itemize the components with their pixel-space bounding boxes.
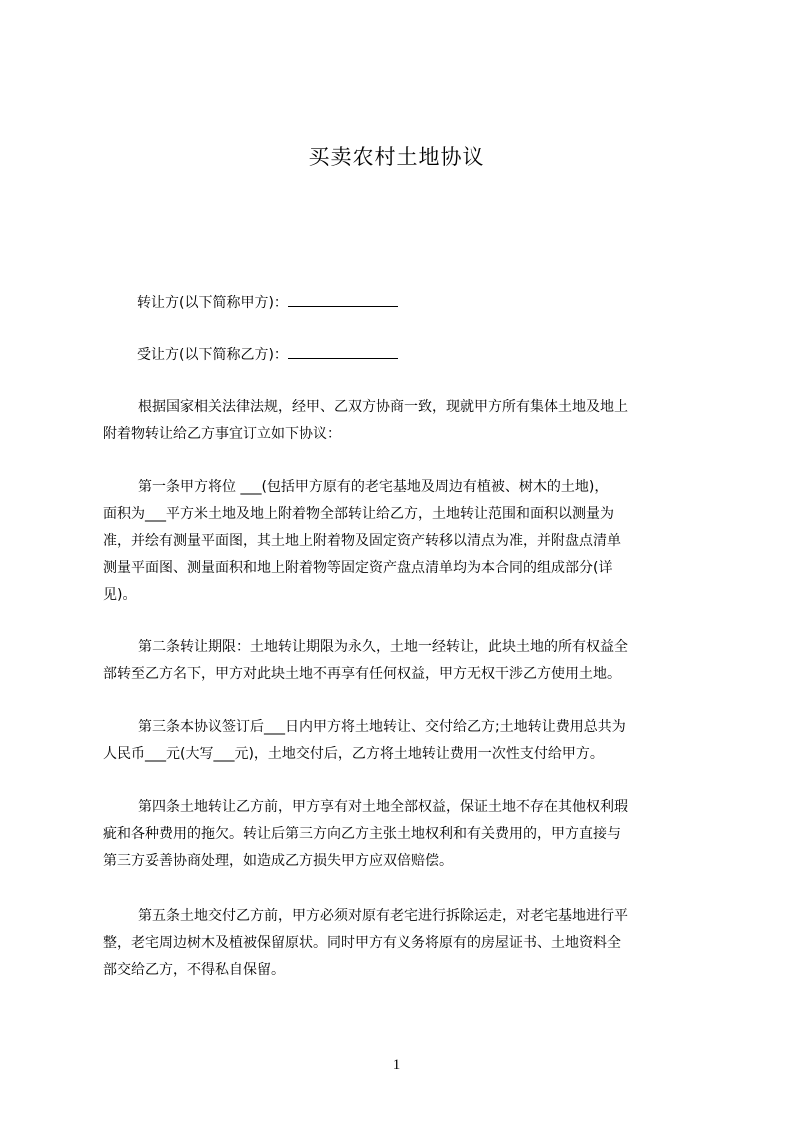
- paragraph-line: 第三方妥善协商处理，如造成乙方损失甲方应双倍赔偿。: [103, 853, 453, 869]
- paragraph-line: 附着物转让给乙方事宜订立如下协议：: [103, 426, 341, 442]
- paragraph-line: 根据国家相关法律法规，经甲、乙双方协商一致，现就甲方所有集体土地及地上: [138, 399, 628, 415]
- paragraph-line: 见)。: [103, 587, 137, 603]
- paragraph-article-4: [103, 794, 707, 875]
- transferee-name-blank: [288, 344, 398, 359]
- paragraph-line: 第五条土地交付乙方前，甲方必须对原有老宅进行拆除运走，对老宅基地进行平: [138, 908, 628, 924]
- paragraph-line: 测量平面图、测量面积和地上附着物等固定资产盘点清单均为本合同的组成部分(详: [103, 560, 613, 576]
- paragraph-line: 整，老宅周边树木及植被保留原状。同时甲方有义务将原有的房屋证书、土地资料全: [103, 935, 621, 951]
- transferor-name-blank: [288, 292, 398, 307]
- document-title: 买卖农村土地协议: [308, 145, 485, 169]
- paragraph-preamble: [103, 394, 707, 448]
- paragraph-article-5: [103, 903, 707, 984]
- transferee-label: 受让方(以下简称乙方)：: [137, 347, 288, 363]
- paragraph-line: 人民币___元(大写___元)，土地交付后，乙方将土地转让费用一次性支付给甲方。: [103, 746, 604, 762]
- paragraph-line: 第二条转让期限：土地转让期限为永久，土地一经转让，此块土地的所有权益全: [138, 639, 628, 655]
- paragraph-line: 面积为___平方米土地及地上附着物全部转让给乙方，土地转让范围和面积以测量为: [103, 506, 614, 522]
- paragraph-line: 部转至乙方名下，甲方对此块土地不再享有任何权益，甲方无权干涉乙方使用土地。: [103, 666, 621, 682]
- transferor-line: [137, 292, 398, 313]
- transferor-label: 转让方(以下简称甲方)：: [137, 295, 288, 311]
- paragraph-line: 第一条甲方将位 ___(包括甲方原有的老宅基地及周边有植被、树木的土地)，: [138, 479, 609, 495]
- paragraph-article-2: [103, 634, 707, 688]
- paragraph-line: 第三条本协议签订后___日内甲方将土地转让、交付给乙方;土地转让费用总共为: [138, 719, 626, 735]
- paragraph-article-1: [103, 474, 707, 609]
- paragraph-article-3: [103, 714, 707, 768]
- transferee-line: [137, 344, 398, 365]
- paragraph-line: 准，并绘有测量平面图，其土地上附着物及固定资产转移以清点为准，并附盘点清单: [103, 533, 621, 549]
- paragraph-line: 疵和各种费用的拖欠。转让后第三方向乙方主张土地权利和有关费用的，甲方直接与: [103, 826, 621, 842]
- page-number: 1: [392, 1057, 401, 1073]
- paragraph-line: 部交给乙方，不得私自保留。: [103, 962, 285, 978]
- paragraph-line: 第四条土地转让乙方前，甲方享有对土地全部权益，保证土地不存在其他权利瑕: [138, 799, 628, 815]
